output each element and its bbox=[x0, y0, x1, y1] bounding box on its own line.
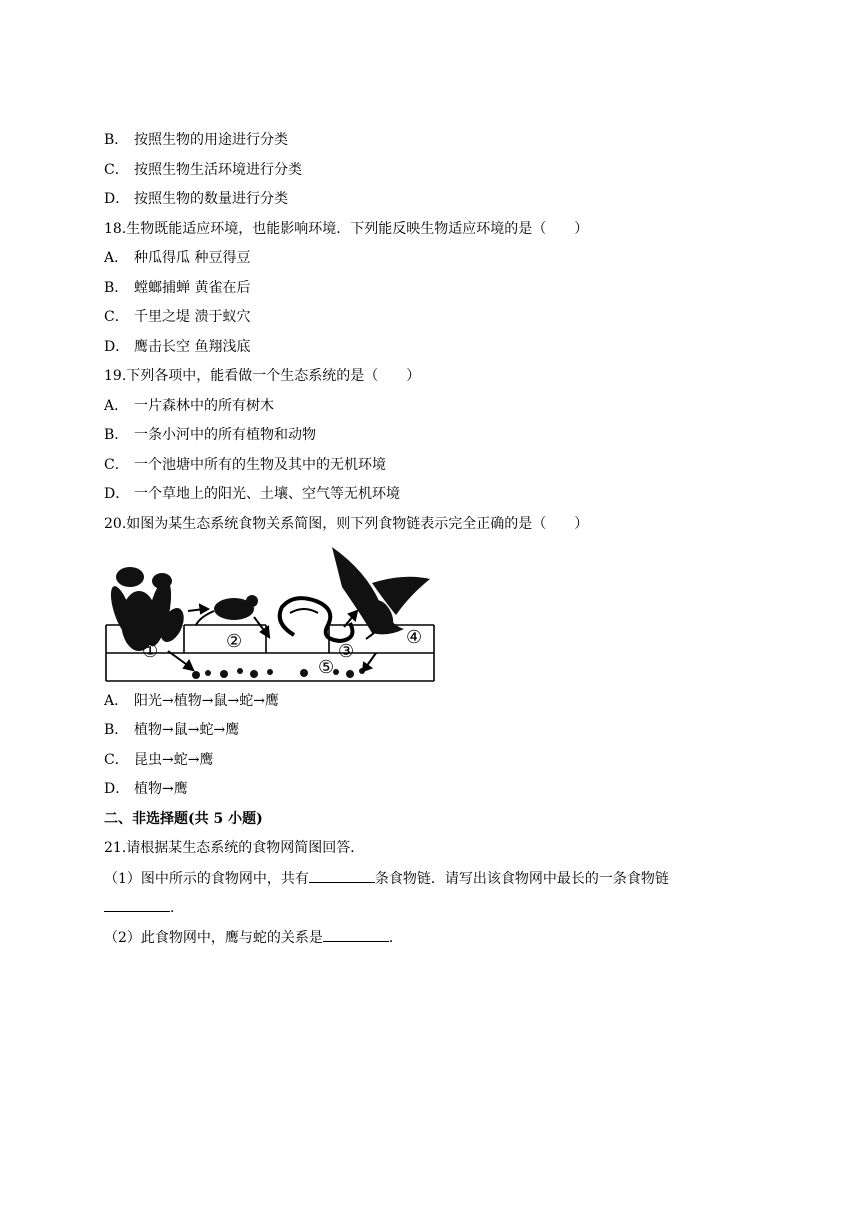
option-text: 螳螂捕蝉 黄雀在后 bbox=[134, 280, 251, 296]
q21-part1 bbox=[104, 869, 669, 888]
option-letter: B． bbox=[104, 280, 129, 296]
q19-option-c bbox=[104, 456, 386, 474]
q21-part2 bbox=[104, 928, 403, 947]
option-letter: C． bbox=[104, 752, 129, 768]
q17-option-c bbox=[104, 161, 302, 179]
section-heading: 二、非选择题(共 5 小题) bbox=[104, 811, 263, 827]
q18-option-a bbox=[104, 249, 250, 267]
q20-option-d bbox=[104, 780, 188, 798]
option-text: 昆虫→蛇→鹰 bbox=[134, 752, 214, 768]
decomposer-icon bbox=[192, 668, 365, 679]
option-text: 阳光→植物→鼠→蛇→鹰 bbox=[134, 693, 279, 709]
figure-label-5: ⑤ bbox=[318, 657, 335, 678]
plant-icon bbox=[106, 567, 188, 651]
option-letter: B． bbox=[104, 427, 129, 443]
option-letter: B． bbox=[104, 132, 129, 148]
q17-option-b bbox=[104, 131, 288, 149]
option-letter: D． bbox=[104, 191, 130, 207]
option-text: 一片森林中的所有树木 bbox=[134, 398, 274, 414]
q19-stem: 19.下列各项中，能看做一个生态系统的是（ ） bbox=[104, 368, 421, 384]
option-letter: A． bbox=[104, 693, 129, 709]
q21-stem: 21.请根据某生态系统的食物网简图回答． bbox=[104, 840, 365, 856]
option-text: 按照生物的用途进行分类 bbox=[134, 132, 288, 148]
option-letter: A． bbox=[104, 250, 129, 266]
option-letter: D． bbox=[104, 339, 130, 355]
option-text: 按照生物的数量进行分类 bbox=[134, 191, 288, 207]
option-letter: C． bbox=[104, 457, 129, 473]
q18-option-b bbox=[104, 279, 250, 297]
q20-option-b bbox=[104, 721, 239, 739]
option-letter: C． bbox=[104, 162, 129, 178]
q21-part2-prefix: （2）此食物网中，鹰与蛇的关系是 bbox=[104, 930, 323, 946]
option-letter: A． bbox=[104, 398, 129, 414]
food-web-figure bbox=[104, 543, 436, 685]
option-text: 一条小河中的所有植物和动物 bbox=[134, 427, 316, 443]
q19-option-d bbox=[104, 485, 400, 503]
q21-part1-suffix: 条食物链．请写出该食物网中最长的一条食物链 bbox=[374, 871, 669, 887]
q17-option-d bbox=[104, 190, 288, 208]
answer-blank[interactable] bbox=[309, 869, 375, 883]
q19-option-b bbox=[104, 426, 316, 444]
option-letter: C． bbox=[104, 309, 129, 325]
option-text: 千里之堤 溃于蚁穴 bbox=[134, 309, 251, 325]
q18-option-d bbox=[104, 338, 250, 356]
option-text: 鹰击长空 鱼翔浅底 bbox=[134, 339, 251, 355]
q20-stem: 20.如图为某生态系统食物关系简图，则下列食物链表示完全正确的是（ ） bbox=[104, 516, 589, 532]
option-text: 一个草地上的阳光、土壤、空气等无机环境 bbox=[134, 486, 400, 502]
snake-icon bbox=[280, 598, 353, 641]
figure-label-2: ② bbox=[226, 631, 243, 652]
q21-part2-end: ． bbox=[388, 930, 403, 946]
option-text: 种瓜得瓜 种豆得豆 bbox=[134, 250, 251, 266]
q19-option-a bbox=[104, 397, 274, 415]
q18-option-c bbox=[104, 308, 250, 326]
figure-label-4: ④ bbox=[406, 627, 423, 648]
option-text: 按照生物生活环境进行分类 bbox=[134, 162, 302, 178]
q18-stem: 18.生物既能适应环境，也能影响环境．下列能反映生物适应环境的是（ ） bbox=[104, 221, 589, 237]
option-letter: D． bbox=[104, 486, 130, 502]
option-text: 植物→鹰 bbox=[134, 781, 188, 797]
q21-part1-prefix: （1）图中所示的食物网中，共有 bbox=[104, 871, 309, 887]
q20-option-a bbox=[104, 692, 279, 710]
answer-blank[interactable] bbox=[104, 898, 170, 912]
q20-option-c bbox=[104, 751, 213, 769]
answer-blank[interactable] bbox=[323, 928, 389, 942]
option-text: 一个池塘中所有的生物及其中的无机环境 bbox=[134, 457, 386, 473]
q21-part1-cont bbox=[104, 898, 184, 917]
option-letter: D． bbox=[104, 781, 130, 797]
option-text: 植物→鼠→蛇→鹰 bbox=[134, 722, 240, 738]
figure-label-1: ① bbox=[142, 641, 159, 662]
option-letter: B． bbox=[104, 722, 129, 738]
figure-label-3: ③ bbox=[338, 641, 355, 662]
q21-part1-end: ． bbox=[170, 900, 184, 916]
